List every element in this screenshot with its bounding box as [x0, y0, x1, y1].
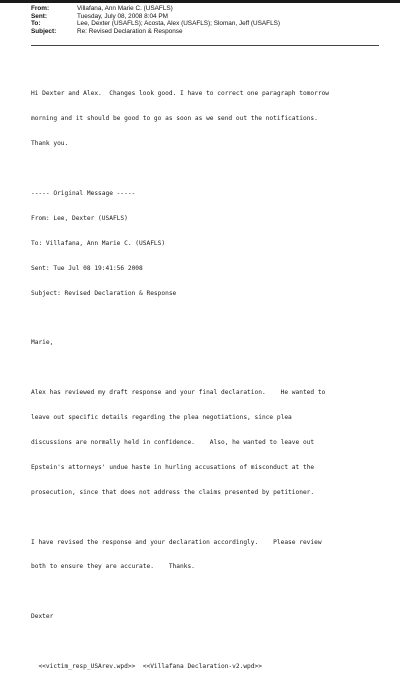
paragraph-2-line-1: I have revised the response and your declaration accordingly. Please review: [31, 538, 322, 546]
paragraph-2-line-2: both to ensure they are accurate. Thanks.: [31, 563, 195, 571]
sent-label: Sent:: [31, 12, 47, 20]
from-row: [31, 5, 391, 13]
paragraph-1-line-1: Alex has reviewed my draft response and your final declaration. He wanted to: [31, 389, 326, 397]
reply-line-2: morning and it should be good to go as soon as we send out the notifications.: [31, 115, 318, 123]
to-row: [31, 20, 391, 28]
to-label: To:: [31, 20, 41, 28]
from-value: Villafana, Ann Marie C. (USAFLS): [77, 5, 173, 12]
attachments-line: <<victim_resp_USArev.wpd>> <<Villafana Declaration-v2.wpd>>: [31, 662, 262, 670]
paragraph-1-line-5: prosecution, since that does not address the claims presented by petitioner.: [31, 488, 315, 496]
reply-line-3: Thank you.: [31, 140, 69, 148]
from-label: From:: [31, 5, 50, 12]
paragraph-1-line-3: discussions are normally held in confidence. Also, he wanted to leave out: [31, 438, 315, 446]
email-header: [31, 5, 391, 36]
subject-label: Subject:: [31, 28, 57, 36]
greeting: Marie,: [31, 339, 54, 347]
subject-value: Re: Revised Declaration & Response: [77, 28, 183, 36]
paragraph-1-line-2: leave out specific details regarding the plea negotiations, since plea: [31, 414, 292, 422]
signature: Dexter: [31, 613, 54, 621]
paragraph-1-line-4: Epstein's attorneys' undue haste in hurling accusations of misconduct at the: [31, 463, 315, 471]
to-value: Lee, Dexter (USAFLS); Acosta, Alex (USAFLS); Sloman, Jeff (USAFLS): [77, 20, 281, 28]
reply-line-1: Hi Dexter and Alex. Changes look good. I have to correct one paragraph tomorrow: [31, 90, 330, 98]
subject-row: [31, 28, 391, 36]
sent-row: [31, 13, 391, 21]
original-sent: Sent: Tue Jul 08 19:41:56 2008: [31, 264, 143, 272]
original-message-separator: ----- Original Message -----: [31, 190, 136, 198]
original-to: To: Villafana, Ann Marie C. (USAFLS): [31, 239, 166, 247]
header-divider: [31, 45, 379, 46]
page-top-edge: [0, 0, 400, 3]
original-from: From: Lee, Dexter (USAFLS): [31, 214, 128, 222]
original-subject: Subject: Revised Declaration & Response: [31, 289, 177, 297]
email-body: [31, 49, 391, 680]
sent-value: Tuesday, July 08, 2008 8:04 PM: [77, 12, 168, 20]
